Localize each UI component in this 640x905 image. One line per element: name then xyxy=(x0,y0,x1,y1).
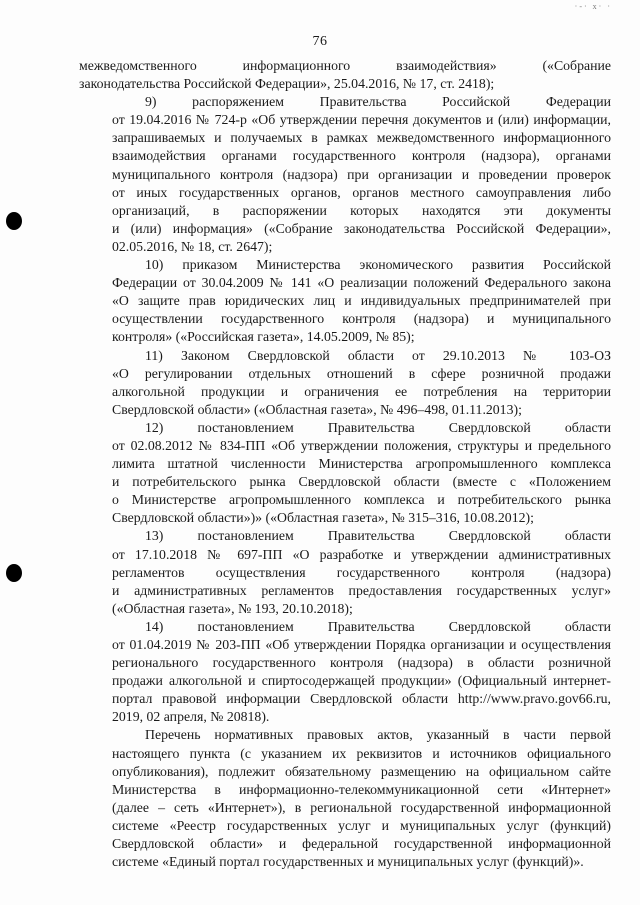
scan-artifact: ·-· x· · xyxy=(574,2,612,11)
text-line: Перечень нормативных правовых актов, указанный в части первой xyxy=(145,727,611,743)
text-line: 9) распоряжением Правительства Российской Федерации xyxy=(145,94,611,110)
paragraph xyxy=(79,527,611,617)
text-line: регламентов осуществления государственного контроля (надзора) xyxy=(112,564,611,580)
paragraph xyxy=(79,93,611,256)
paragraph xyxy=(79,419,611,528)
punch-hole-top xyxy=(6,212,22,230)
text-line: контроля» («Российская газета», 14.05.2009, № 85); xyxy=(112,329,415,345)
text-line: системе «Единый портал государственных и муниципальных услуг (функций)». xyxy=(112,854,584,870)
text-line: (далее – сеть «Интернет»), в региональной государственной информационной xyxy=(112,799,611,815)
text-line: взаимодействия органами государственного контроля (надзора), органами xyxy=(112,148,611,164)
text-line: организаций, в распоряжении которых находятся эти документы xyxy=(112,202,611,218)
text-line: Федерации от 30.04.2009 № 141 «О реализации положений Федерального закона xyxy=(112,275,611,291)
paragraph xyxy=(79,347,611,419)
text-line: «О защите прав юридических лиц и индивидуальных предпринимателей при xyxy=(112,293,611,309)
text-line: системе «Реестр государственных услуг и муниципальных услуг (функций) xyxy=(112,817,611,833)
text-line: и потребительского рынка Свердловской области (вместе с «Положением xyxy=(112,474,611,490)
text-line: регионального государственного контроля (надзора) в области розничной xyxy=(112,655,611,671)
text-line: лимита штатной численности Министерства агропромышленного комплекса xyxy=(112,456,611,472)
text-line: Свердловской области» и федеральной государственной информационной xyxy=(112,836,611,852)
text-line: законодательства Российской Федерации», 25.04.2016, № 17, ст. 2418); xyxy=(79,76,495,92)
text-line: межведомственного информационного взаимодействия» («Собрание xyxy=(79,58,611,73)
text-line: и (или) информация» («Собрание законодательства Российской Федерации», xyxy=(112,220,611,236)
text-line: 12) постановлением Правительства Свердловской области xyxy=(145,419,611,435)
text-line: от 01.04.2019 № 203-ПП «Об утверждении Порядка организации и осуществления xyxy=(112,637,611,652)
text-line: портал правовой информации Свердловской области http://www.pravo.gov66.ru, xyxy=(112,691,611,707)
text-line: настоящего пункта (с указанием их реквизитов и источников официального xyxy=(112,745,611,761)
text-line: 2019, 02 апреля, № 20818). xyxy=(112,709,270,725)
paragraph xyxy=(79,256,611,346)
text-line: от 02.08.2012 № 834-ПП «Об утверждении положения, структуры и предельного xyxy=(112,437,611,453)
page-number: 76 xyxy=(312,34,328,49)
text-line: алкогольной продукции и ограничения ее потребления на территории xyxy=(112,383,611,399)
document-body xyxy=(79,57,611,871)
text-line: 14) постановлением Правительства Свердловской области xyxy=(145,618,611,634)
text-line: осуществлении государственного контроля (надзора) и муниципального xyxy=(112,311,611,327)
text-line: и административных регламентов предоставления государственных услуг» xyxy=(112,582,611,598)
text-line: 02.05.2016, № 18, ст. 2647); xyxy=(112,238,273,254)
text-line: 13) постановлением Правительства Свердловской области xyxy=(145,528,611,544)
paragraph xyxy=(79,57,611,93)
text-line: о Министерстве агропромышленного комплекса и потребительского рынка xyxy=(112,492,611,508)
text-line: опубликования), подлежит обязательному размещению на официальном сайте xyxy=(112,763,611,779)
text-line: муниципального контроля (надзора) при организации и проведении проверок xyxy=(112,166,611,182)
paragraph xyxy=(79,726,611,871)
text-line: запрашиваемых и получаемых в рамках межведомственного информационного xyxy=(112,130,611,146)
text-line: Свердловской области» («Областная газета», № 496–498, 01.11.2013); xyxy=(112,401,522,417)
text-line: Свердловской области»)» («Областная газета», № 315–316, 10.08.2012); xyxy=(112,510,534,526)
text-line: Министерства в информационно-телекоммуникационной сети «Интернет» xyxy=(112,781,611,797)
text-line: («Областная газета», № 193, 20.10.2018); xyxy=(112,600,353,616)
punch-hole-bottom xyxy=(6,564,22,582)
text-line: 11) Законом Свердловской области от 29.10.2013 № 103-ОЗ xyxy=(145,347,611,363)
text-line: продажи алкогольной и спиртосодержащей продукции» (Официальный интернет- xyxy=(112,673,611,689)
paragraph xyxy=(79,618,611,727)
text-line: 10) приказом Министерства экономического развития Российской xyxy=(145,257,611,273)
text-line: от иных государственных органов, органов местного самоуправления либо xyxy=(112,184,611,200)
text-line: от 17.10.2018 № 697-ПП «О разработке и утверждении административных xyxy=(112,546,611,562)
text-line: «О регулировании отдельных отношений в сфере розничной продажи xyxy=(112,365,611,381)
text-line: от 19.04.2016 № 724-р «Об утверждении перечня документов и (или) информации, xyxy=(112,112,611,128)
